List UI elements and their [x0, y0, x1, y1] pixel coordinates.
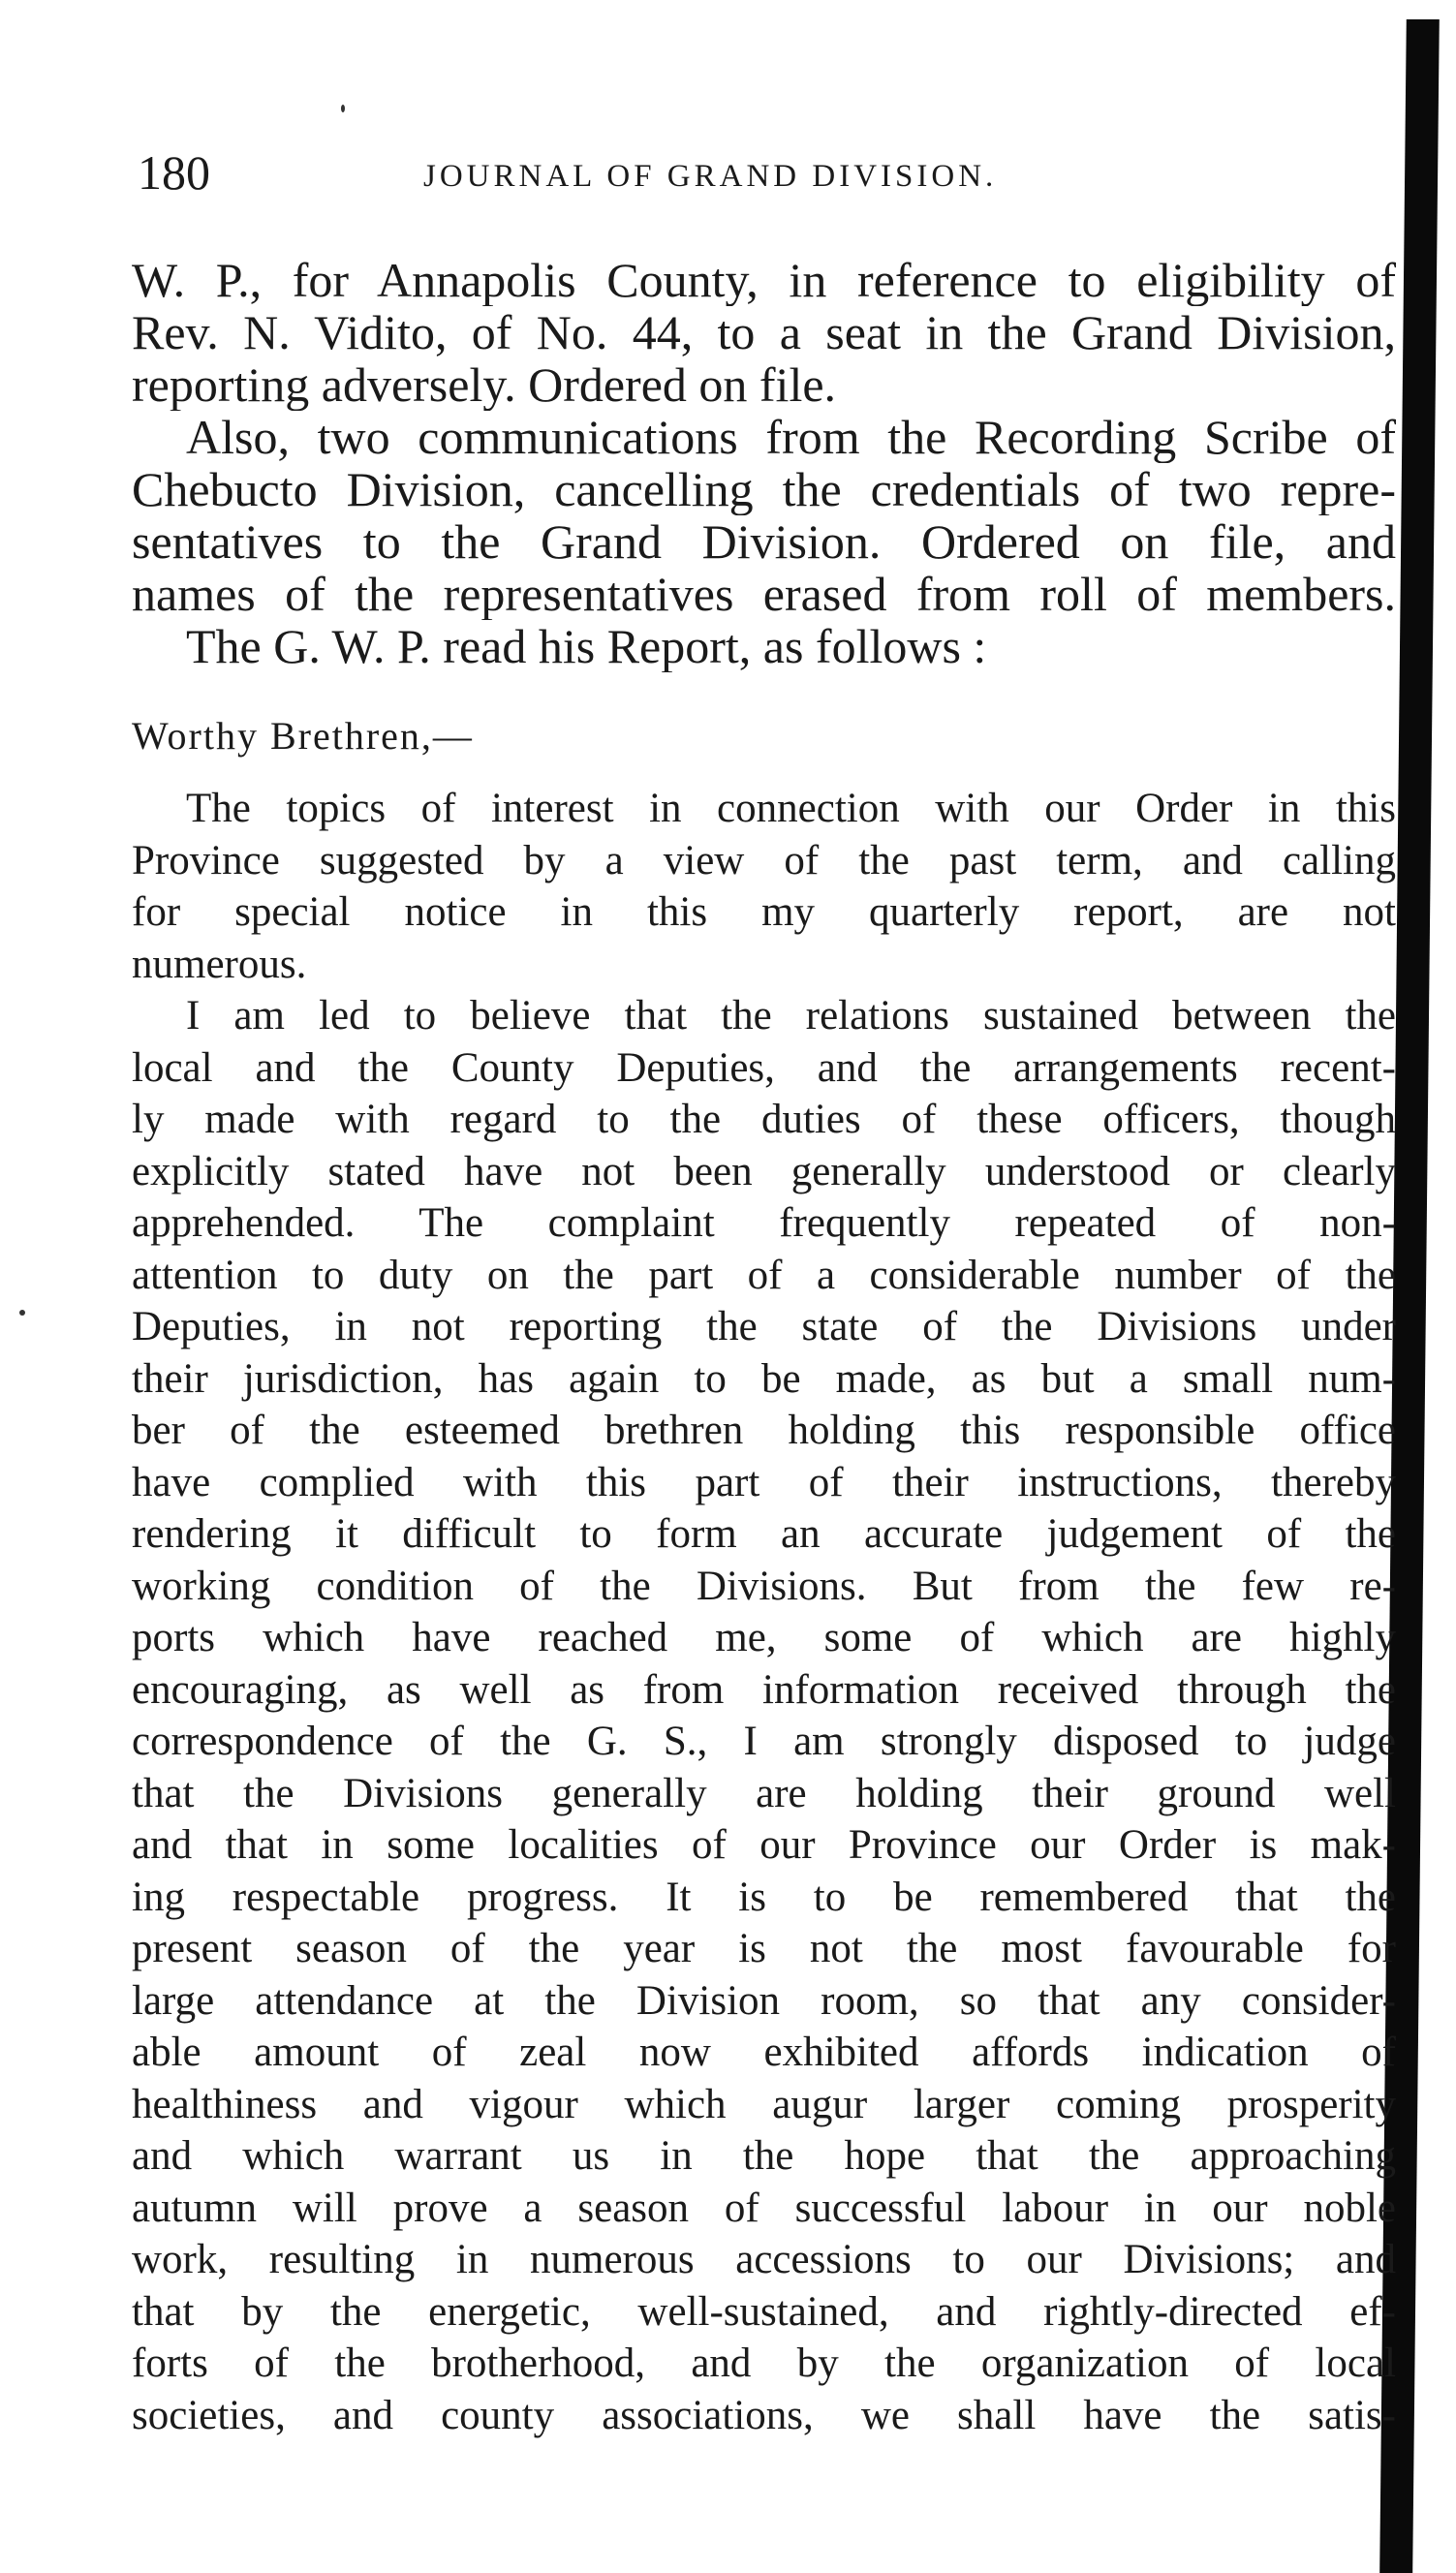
text-line: W. P., for Annapolis County, in reference to eligibility of	[132, 254, 1396, 306]
text-line: local and the County Deputies, and the arrangements recent-	[132, 1044, 1396, 1091]
text-line: ing respectable progress. It is to be remembered that the	[132, 1874, 1396, 1920]
text-line: names of the representatives erased from roll of members.	[132, 568, 1396, 620]
text-line: that the Divisions generally are holding their ground well	[132, 1770, 1396, 1816]
text-line: healthiness and vigour which augur larger coming prosperity	[132, 2081, 1396, 2127]
text-line: their jurisdiction, has again to be made, as but a small num-	[132, 1355, 1396, 1402]
text-line: sentatives to the Grand Division. Ordered on file, and	[132, 515, 1396, 568]
text-line: for special notice in this my quarterly report, are not	[132, 889, 1396, 935]
report-body	[132, 783, 1396, 2441]
text-line: I am led to believe that the relations sustained between the	[186, 993, 1396, 1038]
text-line: attention to duty on the part of a considerable number of the	[132, 1252, 1396, 1298]
text-line: Also, two communications from the Recording Scribe of	[186, 411, 1396, 463]
text-line: Rev. N. Vidito, of No. 44, to a seat in the Grand Division,	[132, 306, 1396, 358]
ink-speck	[341, 105, 345, 112]
text-line: able amount of zeal now exhibited affords indication of	[132, 2030, 1396, 2075]
text-line: forts of the brotherhood, and by the organization of local	[132, 2340, 1396, 2386]
text-line: ly made with regard to the duties of these officers, though	[132, 1097, 1396, 1142]
text-line: encouraging, as well as from information received through the	[132, 1666, 1396, 1713]
text-line: rendering it difficult to form an accurate judgement of the	[132, 1511, 1396, 1557]
text-line: autumn will prove a season of successful labour in our noble	[132, 2185, 1396, 2231]
text-line: work, resulting in numerous accessions to our Divisions; and	[132, 2237, 1396, 2282]
page-number: 180	[138, 145, 210, 200]
text-line: apprehended. The complaint frequently repeated of non-	[132, 1200, 1396, 1246]
text-line: and which warrant us in the hope that the approaching	[132, 2133, 1396, 2179]
text-line: Province suggested by a view of the past term, and calling	[132, 837, 1396, 884]
text-line: large attendance at the Division room, so that any consider-	[132, 1977, 1396, 2024]
text-line: reporting adversely. Ordered on file.	[132, 358, 837, 411]
ink-speck	[19, 1310, 25, 1316]
intro-paragraphs	[132, 254, 1396, 672]
running-head	[138, 143, 1378, 202]
text-line: correspondence of the G. S., I am strongly disposed to judge	[132, 1719, 1396, 1764]
text-line: numerous.	[132, 941, 307, 987]
text-line: societies, and county associations, we shall have the satis-	[132, 2392, 1396, 2438]
text-line: Chebucto Division, cancelling the credentials of two repre-	[132, 463, 1396, 515]
text-line: working condition of the Divisions. But from the few re-	[132, 1563, 1396, 1609]
text-line: The topics of interest in connection with our Order in this	[186, 786, 1396, 831]
text-line: The G. W. P. read his Report, as follows :	[186, 620, 987, 672]
text-line: present season of the year is not the most favourable for	[132, 1926, 1396, 1971]
salutation: Worthy Brethren,—	[132, 714, 474, 758]
text-line: that by the energetic, well-sustained, and rightly-directed ef-	[132, 2288, 1396, 2335]
running-title: JOURNAL OF GRAND DIVISION.	[423, 159, 998, 194]
text-line: ports which have reached me, some of which are highly	[132, 1615, 1396, 1660]
text-line: explicitly stated have not been generally understood or clearly	[132, 1148, 1396, 1194]
text-line: ber of the esteemed brethren holding this responsible office	[132, 1408, 1396, 1453]
text-line: Deputies, in not reporting the state of the Divisions under	[132, 1304, 1396, 1349]
text-line: have complied with this part of their instructions, thereby	[132, 1459, 1396, 1505]
text-line: and that in some localities of our Province our Order is mak-	[132, 1822, 1396, 1868]
